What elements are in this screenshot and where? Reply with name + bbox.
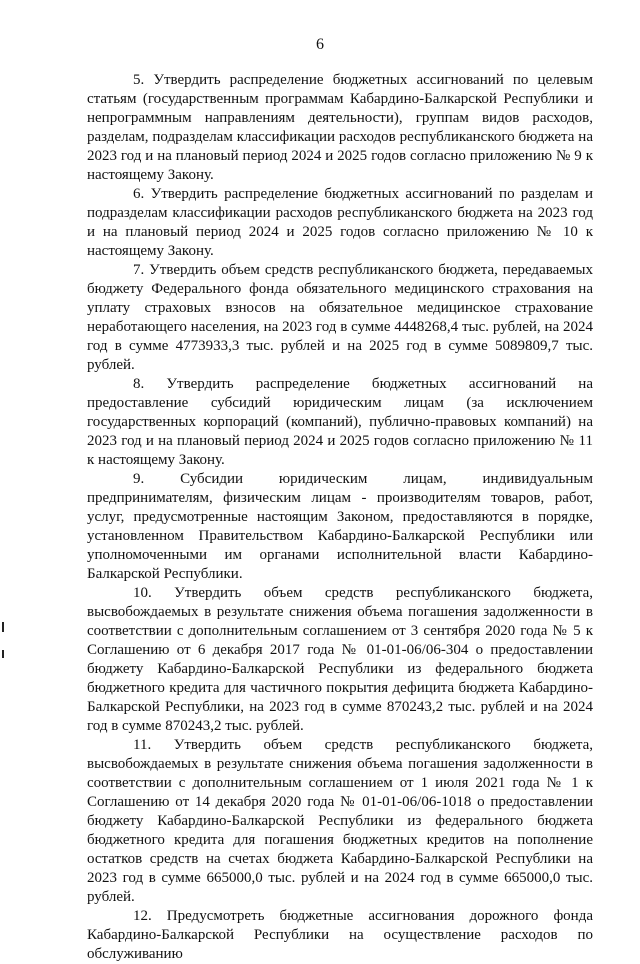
paragraph-12: 12. Предусмотреть бюджетные ассигнования дорожного фонда Кабардино-Балкарской Республики на осуществление расходов по обслуживанию bbox=[87, 908, 593, 962]
paragraph-6: 6. Утвердить распределение бюджетных ассигнований по разделам и подразделам классификации расходов республиканского бюджета на 2023 год и на плановый период 2024 и 2025 годов согласно приложению № 10 к настоящему Закону. bbox=[87, 186, 593, 259]
paragraph-9: 9. Субсидии юридическим лицам, индивидуальным предпринимателям, физическим лицам - производителям товаров, работ, услуг, предусмотренные настоящим Законом, предоставляются в порядке, установленном Правительством Кабардино-Балкарской Республики или уполномоченными им органами исполнительной власти Кабардино-Балкарской Республики. bbox=[87, 471, 593, 582]
paragraph-11: 11. Утвердить объем средств республиканского бюджета, высвобождаемых в результате снижения объема погашения задолженности в соответствии с дополнительным соглашением от 1 июля 2021 года № 1 к Соглашению от 14 декабря 2020 года № 01-01-06/06-1018 о предоставлении бюджету Кабардино-Балкарской Республики из федерального бюджета бюджетного кредита для погашения бюджетных кредитов на пополнение остатков средств на счетах бюджета Кабардино-Балкарской Республики на 2023 год в сумме 665000,0 тыс. рублей и на 2024 год в сумме 665000,0 тыс. рублей. bbox=[87, 737, 593, 905]
paragraph-7: 7. Утвердить объем средств республиканского бюджета, передаваемых бюджету Федерального фонда обязательного медицинского страхования на уплату страховых взносов на обязательное медицинское страхование неработающего населения, на 2023 год в сумме 4448268,4 тыс. рублей, на 2024 год в сумме 4773933,3 тыс. рублей и на 2025 год в сумме 5089809,7 тыс. рублей. bbox=[87, 262, 593, 373]
paragraph-10: 10. Утвердить объем средств республиканского бюджета, высвобождаемых в результате снижения объема погашения задолженности в соответствии с дополнительным соглашением от 3 сентября 2020 года № 5 к Соглашению от 6 декабря 2017 года № 01-01-06/06-304 о предоставлении бюджету Кабардино-Балкарской Республики из федерального бюджета бюджетного кредита для частичного покрытия дефицита бюджета Кабардино-Балкарской Республики, на 2023 год в сумме 870243,2 тыс. рублей и на 2024 год в сумме 870243,2 тыс. рублей. bbox=[87, 585, 593, 734]
page-number: 6 bbox=[316, 36, 324, 53]
paragraph-5: 5. Утвердить распределение бюджетных ассигнований по целевым статьям (государственным программам Кабардино-Балкарской Республики и непрограммным направлениям деятельности), группам видов расходов, разделам, подразделам классификации расходов республиканского бюджета на 2023 год и на плановый период 2024 и 2025 годов согласно приложению № 9 к настоящему Закону. bbox=[87, 72, 593, 183]
scan-edge-mark bbox=[2, 650, 4, 658]
paragraph-8: 8. Утвердить распределение бюджетных ассигнований на предоставление субсидий юридическим лицам (за исключением государственных корпораций (компаний), публично-правовых компаний) на 2023 год и на плановый период 2024 и 2025 годов согласно приложению № 11 к настоящему Закону. bbox=[87, 376, 593, 468]
scan-edge-mark bbox=[2, 622, 4, 632]
document-body bbox=[87, 71, 593, 964]
